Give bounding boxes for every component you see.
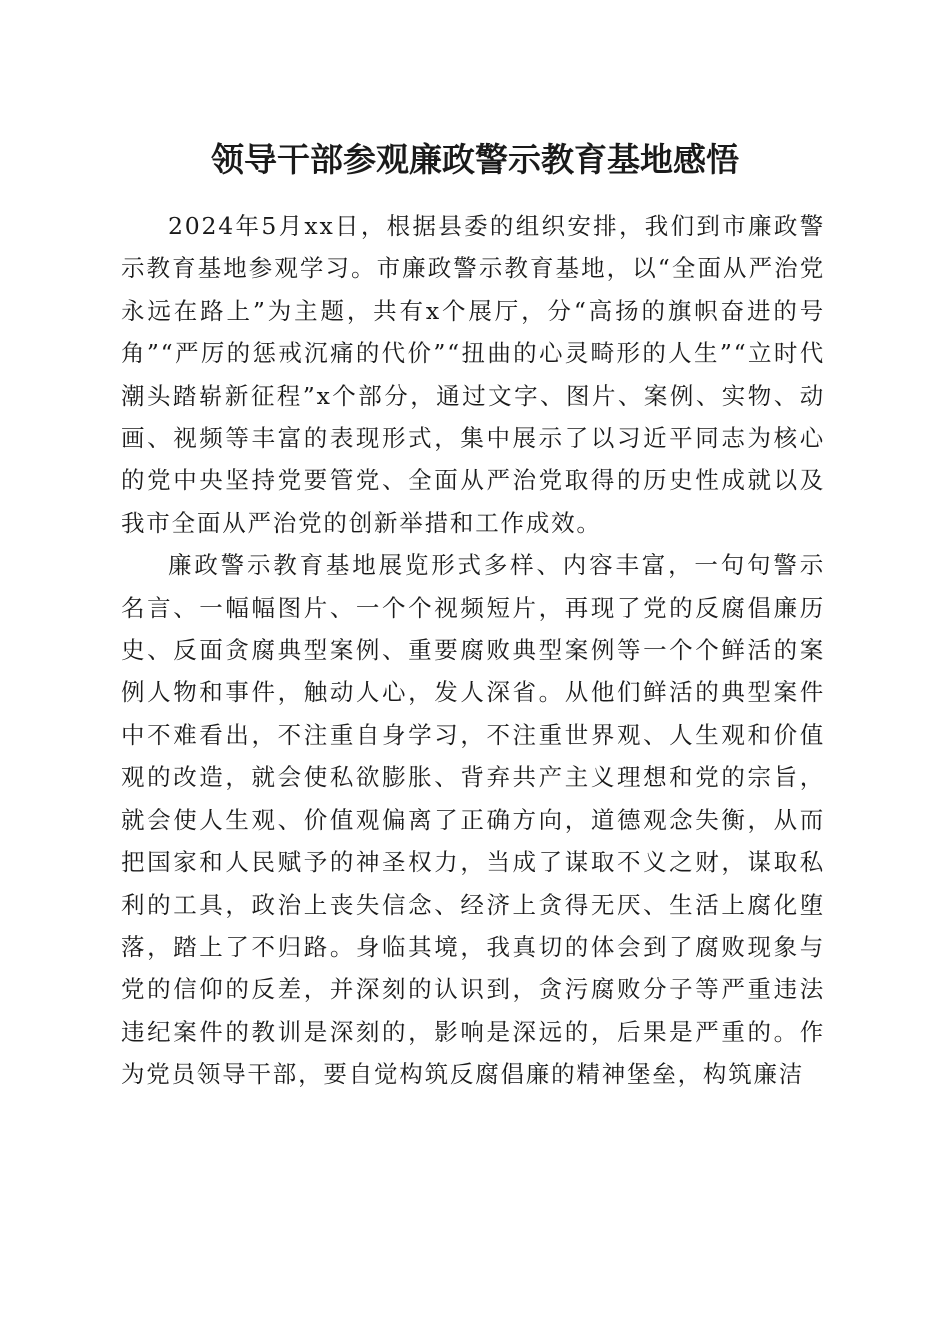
paragraph-2: 廉政警示教育基地展览形式多样、内容丰富，一句句警示名言、一幅幅图片、一个个视频短片，再现了党的反腐倡廉历史、反面贪腐典型案例、重要腐败典型案例等一个个鲜活的案例人物和事件，触动人心，发人深省。从他们鲜活的典型案件中不难看出，不注重自身学习，不注重世界观、人生观和价值观的改造，就会使私欲膨胀、背弃共产主义理想和党的宗旨，就会使人生观、价值观偏离了正确方向，道德观念失衡，从而把国家和人民赋予的神圣权力，当成了谋取不义之财，谋取私利的工具，政治上丧失信念、经济上贪得无厌、生活上腐化堕落，踏上了不归路。身临其境，我真切的体会到了腐败现象与党的信仰的反差，并深刻的认识到，贪污腐败分子等严重违法违纪案件的教训是深刻的，影响是深远的，后果是严重的。作为党员领导干部，要自觉构筑反腐倡廉的精神堡垒，构筑廉洁: [121, 551, 825, 1089]
paragraph-1: 2024年5月xx日，根据县委的组织安排，我们到市廉政警示教育基地参观学习。市廉政警示教育基地，以“全面从严治党永远在路上”为主题，共有x个展厅，分“高扬的旗帜奋进的号角”“严厉的惩戒沉痛的代价”“扭曲的心灵畸形的人生”“立时代潮头踏崭新征程”x个部分，通过文字、图片、案例、实物、动画、视频等丰富的表现形式，集中展示了以习近平同志为核心的党中央坚持党要管党、全面从严治党取得的历史性成就以及我市全面从严治党的创新举措和工作成效。: [121, 212, 825, 537]
document-body: [121, 205, 825, 1096]
document-title: 领导干部参观廉政警示教育基地感悟: [211, 140, 739, 179]
